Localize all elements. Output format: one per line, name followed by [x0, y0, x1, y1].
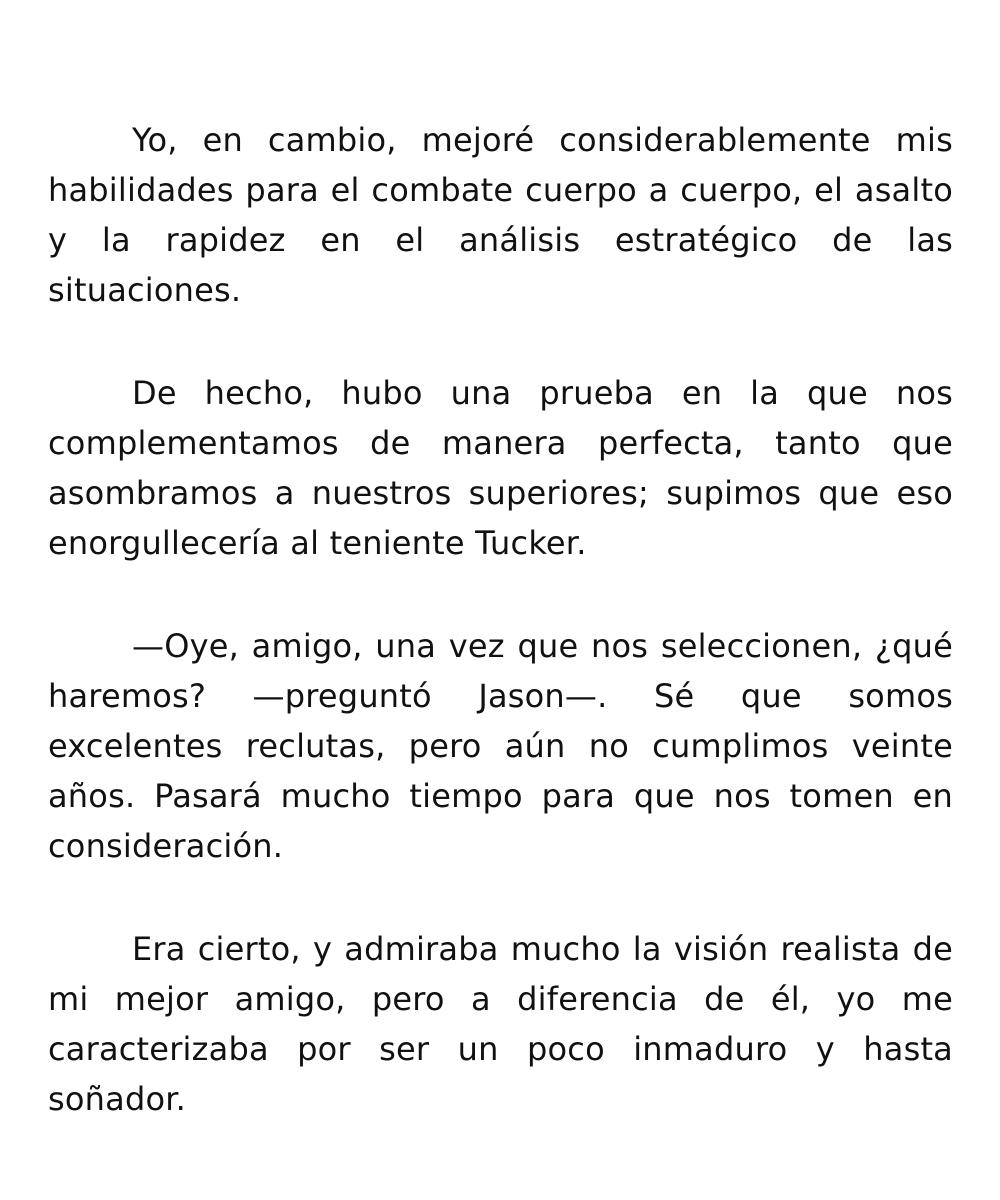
paragraph: De hecho, hubo una prueba en la que nos complementamos de manera perfecta, tanto que asombramos a nuestros superiores; supimos que eso enorgullecería al teniente Tucker.	[48, 374, 953, 562]
paragraph: Era cierto, y admiraba mucho la visión realista de mi mejor amigo, pero a diferencia de él, yo me caracterizaba por ser un poco inmaduro y hasta soñador.	[48, 930, 953, 1118]
paragraph: —Oye, amigo, una vez que nos seleccionen, ¿qué haremos? —preguntó Jason—. Sé que somos excelentes reclutas, pero aún no cumplimos veinte años. Pasará mucho tiempo para que nos tomen en consideración.	[48, 627, 953, 865]
paragraph: Yo, en cambio, mejoré considerablemente mis habilidades para el combate cuerpo a cuerpo, el asalto y la rapidez en el análisis estratégico de las situaciones.	[48, 121, 953, 309]
book-page	[48, 115, 953, 1124]
